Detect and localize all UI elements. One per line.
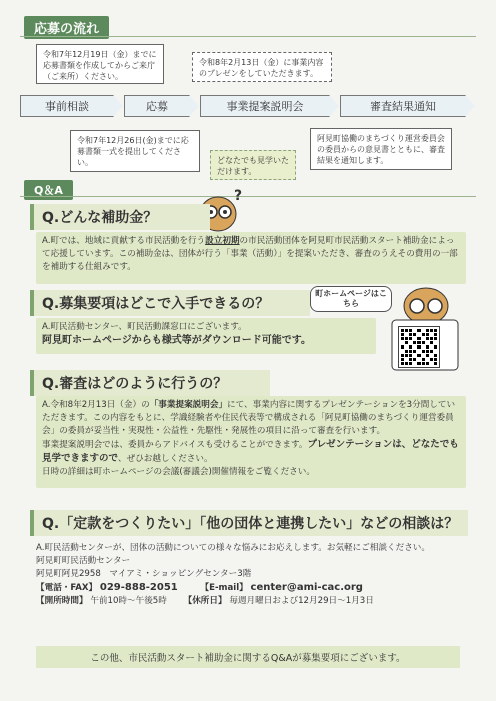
answer-4-line: 阿見町阿見2958 マイアミ・ショッピングセンター3階	[36, 569, 252, 579]
closed-value: 毎週月曜日および12月29日～1月3日	[229, 596, 374, 606]
note-result-notice: 阿見町協働のまちづくり運営委員会の委員からの意見書とともに、審査結果を通知します。	[310, 128, 452, 170]
hours-label: 【開所時間】	[36, 596, 88, 606]
answer-3-part: 、ぜひお越しください。	[118, 454, 213, 464]
note-presentation-date: 令和8年2月13日（金）に事業内容のプレゼンをしていただきます。	[192, 52, 332, 82]
answer-1-part: A.町では、地域に貢献する市民活動を行う	[42, 236, 206, 246]
answer-4-line: A.町民活動センターが、団体の活動についての様々な悩みにお応えします。お気軽にご相談ください。	[36, 543, 430, 553]
question-1: Q.どんな補助金？	[30, 204, 210, 230]
answer-1-emphasis: 設立初期	[205, 236, 240, 246]
qa-section-title: Q＆A	[24, 180, 73, 200]
note-consultation-deadline: 令和7年12月19日（金）までに応募書類を作成してからご来庁（ご来所）ください。	[36, 44, 164, 84]
question-2: Q.募集要項はどこで入手できるの？	[30, 290, 310, 316]
answer-3-emphasis: プレゼンテーションは、どなたでも見学できますので	[42, 439, 459, 464]
answer-2-line: 阿見町ホームページからも様式等がダウンロード可能です。	[42, 335, 311, 346]
section-divider	[20, 36, 476, 37]
answer-4-line: 阿見町町民活動センター	[36, 556, 131, 566]
tel-value[interactable]: 029-888-2051	[99, 582, 178, 593]
answer-2	[36, 318, 376, 354]
tel-label: 【電話・FAX】	[36, 583, 98, 593]
flow-step-consultation: 事前相談	[20, 95, 114, 117]
svg-text:?: ?	[234, 188, 243, 204]
closed-label: 【休所日】	[183, 596, 227, 606]
flow-section-title: 応募の流れ	[24, 16, 109, 39]
email-label: 【E-mail】	[200, 583, 248, 593]
contact-row-2	[36, 595, 466, 608]
answer-3	[36, 396, 466, 488]
flow-steps	[20, 95, 476, 117]
qr-label: 町ホームページはこちら	[310, 286, 392, 312]
qr-code[interactable]	[398, 326, 440, 368]
hours-value: 午前10時～午後5時	[90, 596, 167, 606]
footer-note: この他、市民活動スタート補助金に関するQ&Aが募集要項にございます。	[36, 646, 460, 668]
flow-step-application: 応募	[124, 95, 190, 117]
section-divider	[20, 196, 476, 197]
note-submission-deadline: 令和7年12月26日(金)までに応募書類一式を提出してください。	[70, 130, 200, 172]
contact-row-1	[36, 581, 466, 595]
answer-1	[36, 232, 466, 284]
email-value[interactable]: center@ami-cac.org	[250, 582, 363, 593]
answer-3-part: 日時の詳細は町ホームページの会議(審議会)開催情報をご覧ください。	[42, 467, 315, 477]
answer-3-part: 事業提案説明会では、委員からアドバイスも受けることができます。	[42, 440, 308, 450]
flow-step-presentation: 事業提案説明会	[200, 95, 330, 117]
flow-step-result: 審査結果通知	[340, 95, 466, 117]
qr-code-pattern	[401, 329, 437, 365]
answer-3-emphasis: 「事業提案説明会」	[149, 400, 228, 410]
answer-3-part: にて、事業内容に関するプレゼンテーションを3分間していただきます。この内容をもとに、学識経験者や住民代表等で構成される「阿見町協働のまちづくり運営委員会」の委員が妥当性・実現性・公益性・先駆性・発展性の項目に沿って審査を行います。	[42, 400, 456, 436]
answer-3-part: A.令和8年2月13日（金）の	[42, 400, 150, 410]
question-4: Q.「定款をつくりたい」「他の団体と連携したい」などの相談は？	[30, 510, 468, 536]
note-open-viewing: どなたでも見学いただけます。	[210, 150, 296, 180]
answer-4	[36, 542, 466, 608]
answer-2-line: A.町民活動センター、町民活動課窓口にございます。	[42, 322, 247, 332]
answer-1-part: の市民活動団体を阿見町市民活動スタート補助金によって応援しています。この補助金は、団体が行う「事業（活動）」を提案いただき、審査のうえその費用の一部を補助する仕組みです。	[42, 236, 458, 272]
question-3: Q.審査はどのように行うの？	[30, 370, 270, 396]
